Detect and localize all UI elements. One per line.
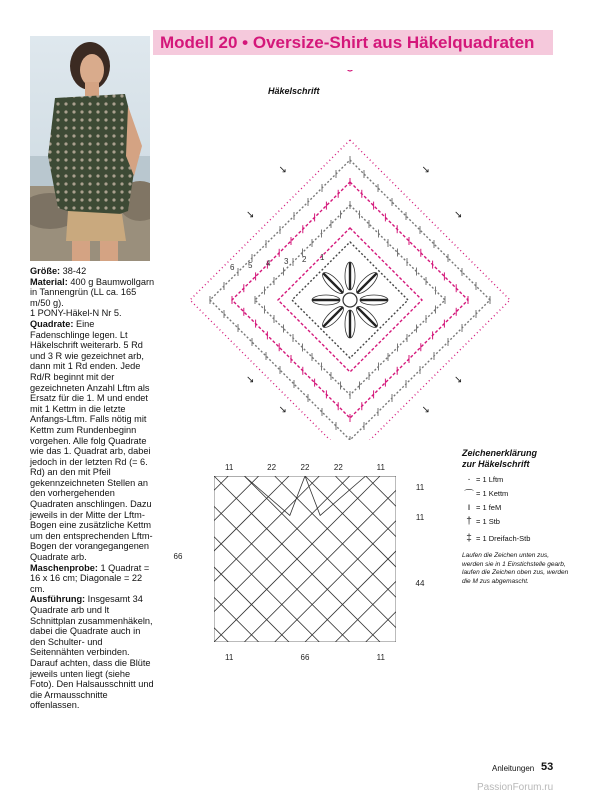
dimension-label: 11 [225, 653, 234, 662]
join-arrow-icon: ↘ [278, 164, 287, 176]
instructions-text [30, 266, 155, 711]
join-arrow-icon: ↘ [421, 164, 430, 176]
chart-row-number: 6 [230, 263, 235, 272]
dimension-label: 11 [376, 653, 385, 662]
legend-row-dreifach [462, 530, 572, 546]
chart-row-number: 3 [284, 257, 289, 266]
join-arrow-icon: ↘ [278, 404, 287, 416]
chain-stitch-icon: · [467, 473, 471, 485]
haekelschrift-label: Häkelschrift [268, 86, 320, 96]
schnittplan-diagram [170, 440, 440, 670]
maschenprobe-label: Maschenprobe: [30, 562, 98, 573]
join-arrow-icon: ↘ [454, 209, 463, 221]
material-value: 400 g Baumwollgarn in Tannengrün (LL ca. 165 m/50 g). [30, 276, 155, 308]
dimension-label: 11 [225, 463, 234, 472]
dimension-label: 11 [415, 483, 425, 492]
double-crochet-icon: † [466, 515, 472, 527]
quadrate-label: Quadrate: [30, 318, 74, 329]
dimension-label: 44 [415, 579, 425, 588]
chart-row-number: 4 [266, 259, 271, 268]
schnitt-outline [214, 476, 396, 642]
legend-row-kettm [462, 488, 572, 501]
chart-round-line [292, 242, 408, 358]
chain-loop-icon [347, 70, 353, 71]
page-title: Modell 20 • Oversize-Shirt aus Häkelquadraten [160, 33, 535, 52]
maschenprobe-value: 1 Quadrat = 16 x 16 cm; Diagonale = 22 cm. [30, 562, 150, 594]
center-ring-icon [343, 293, 357, 307]
dimension-label: 11 [415, 513, 425, 522]
watermark: PassionForum.ru [477, 782, 554, 793]
join-arrow-icon: ↘ [246, 209, 255, 221]
slip-stitch-icon: ⌒ [464, 489, 474, 501]
dimension-label: 11 [376, 463, 385, 472]
legend-item-lftm: = 1 Lftm [476, 474, 504, 484]
page-number: 53 [541, 761, 554, 773]
crochet-chart [170, 70, 530, 440]
legend [462, 448, 572, 586]
legend-row-fem [462, 502, 572, 512]
chart-round-line [278, 228, 422, 372]
triple-treble-icon: ‡ [466, 532, 472, 544]
join-arrow-icon: ↘ [454, 374, 463, 386]
ausfuehrung-value: Insgesamt 34 Quadrate arb und lt Schnittplan zusammenhäkeln, dabei die Quadrate auch in den Schulter- und Seitennähten verbinden. Darauf achten, dass die Blüte jeweils unten liegt (siehe Foto). Den Halsausschnitt und die Armausschnitte offenlassen. [30, 594, 154, 711]
legend-row-stb [462, 516, 572, 526]
model-photo [30, 36, 150, 261]
join-arrow-icon: ↘ [421, 404, 430, 416]
material-label: Material: [30, 276, 68, 287]
chart-row-number: 5 [248, 261, 253, 270]
legend-note: Laufen die Zeichen unten zus, werden sie in 1 Einstichstelle gearb, laufen die Zeichen oben zus, werden die M zus abgemascht. [462, 552, 569, 585]
chart-round-line [232, 182, 468, 418]
dimension-label: 66 [173, 552, 183, 561]
chart-row-number: 2 [302, 255, 307, 264]
legend-item-fem: = 1 feM [476, 502, 502, 512]
legend-title-2: zur Häkelschrift [462, 459, 530, 469]
legend-row-lftm [462, 474, 572, 484]
groesse-value: 38-42 [60, 266, 87, 276]
ausfuehrung-label: Ausführung: [30, 594, 86, 605]
chart-round-line [255, 205, 445, 395]
dimension-label: 22 [300, 463, 310, 472]
legend-item-kettm: = 1 Kettm [476, 488, 509, 498]
legend-item-stb: = 1 Stb [476, 516, 500, 526]
legend-title-1: Zeichenerklärung [462, 448, 538, 458]
single-crochet-icon: ı [467, 501, 471, 513]
dimension-label: 66 [300, 653, 310, 662]
dimension-label: 22 [333, 463, 343, 472]
chart-row-number: 1 [320, 253, 325, 262]
dimension-label: 22 [267, 463, 277, 472]
legend-item-dreifach: = 1 Dreifach-Stb [476, 533, 531, 543]
groesse-label: Größe: [30, 266, 61, 276]
needle-text: 1 PONY-Häkel-N Nr 5. [30, 308, 122, 319]
footer-label: Anleitungen [492, 764, 535, 773]
join-arrow-icon: ↘ [246, 374, 255, 386]
quadrate-value: Eine Fadenschlinge legen. Lt Häkelschrift weiterarb. 5 Rd und 3 R wie gezeichnet arb, dann mit 1 Rd enden. Jede Rd/R beginnt mit der gezeichneten Anzahl Lftm als Ersatz für die 1. M und endet mit 1 Kettm in die letzte Anfangs-Lftm. Falls nötig mit Kettm zum Rundenbeginn vorgehen. Alle folg Quadrate wie das 1. Quadrat arb, dabei jedoch in der letzten Rd (= 6. Rd) an den mit Pfeil gekennzeichneten Stellen an den vorhergehenden Quadraten anschlingen. Dazu jeweils in der Mitte der Lftm-Bogen eine zusätzliche Kettm um den entsprechenden Lftm-Bogen der vorangegangenen Quadrate arb. [30, 318, 153, 563]
